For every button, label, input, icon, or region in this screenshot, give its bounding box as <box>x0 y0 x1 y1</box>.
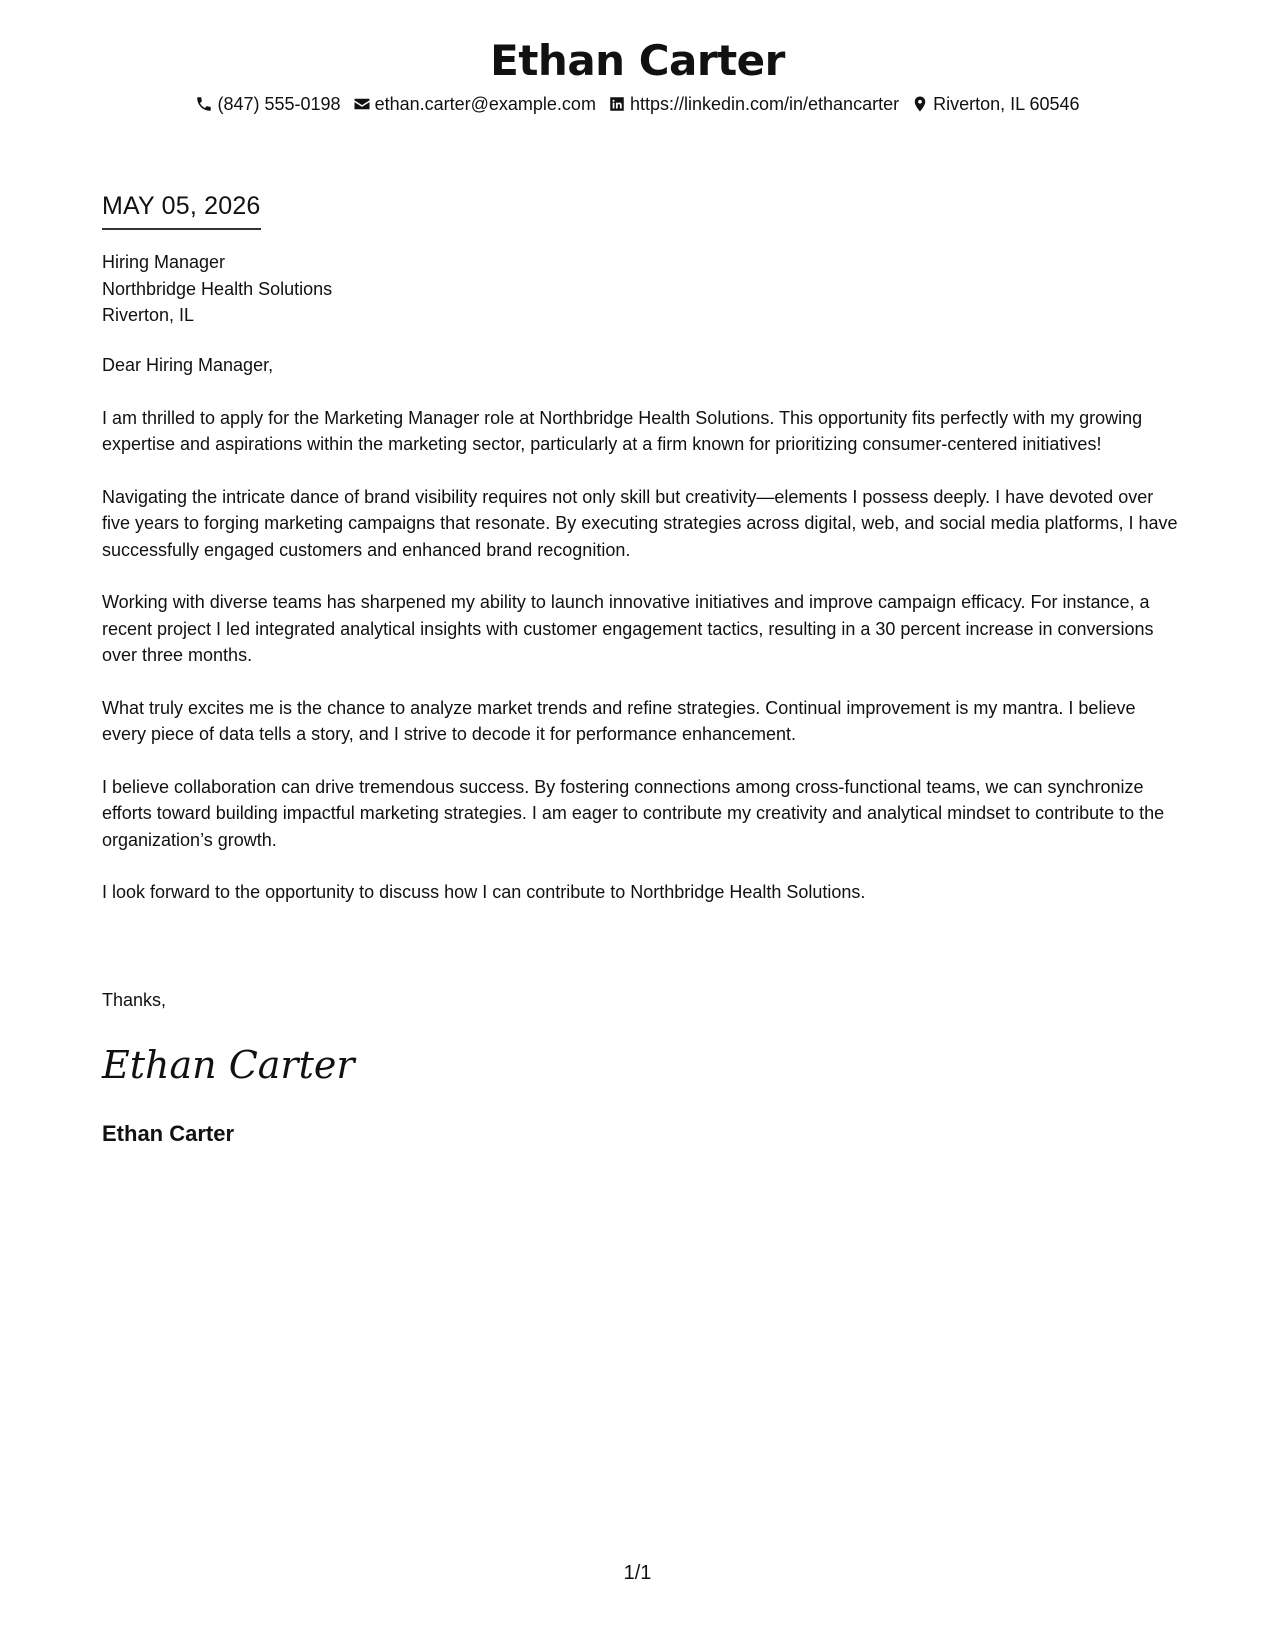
email-text[interactable]: ethan.carter@example.com <box>374 94 596 114</box>
phone-text: (847) 555-0198 <box>217 94 341 114</box>
salutation: Dear Hiring Manager, <box>102 355 274 375</box>
signature-text: Ethan Carter <box>102 1043 355 1087</box>
phone-icon <box>195 95 213 113</box>
body-paragraph: What truly excites me is the chance to analyze market trends and refine strategies. Continual improvement is my mantra. I believe every piece of data tells a story, and I strive to decode it for performance enhancement. <box>102 697 1136 744</box>
recipient-title: Hiring Manager <box>102 252 226 272</box>
location-text: Riverton, IL 60546 <box>933 94 1080 114</box>
closing: Thanks, <box>102 990 167 1010</box>
map-pin-icon <box>911 95 929 113</box>
body-paragraph: I am thrilled to apply for the Marketing Manager role at Northbridge Health Solutions. This opportunity fits perfectly with my growing expertise and aspirations within the marketing sector, particularly at a firm known for prioritizing consumer-centered initiatives! <box>102 407 1143 454</box>
linkedin-icon <box>608 95 626 113</box>
body-paragraph: I look forward to the opportunity to discuss how I can contribute to Northbridge Health Solutions. <box>102 882 866 902</box>
contact-linkedin[interactable] <box>608 92 899 116</box>
recipient-company: Northbridge Health Solutions <box>102 278 333 299</box>
body-paragraph: Navigating the intricate dance of brand visibility requires not only skill but creativity—elements I possess deeply. I have devoted over five years to forging marketing campaigns that resonate. By executing strategies across digital, web, and social media platforms, I have successfully engaged customers and enhanced brand recognition. <box>102 486 1178 560</box>
letter-body <box>102 352 1182 932</box>
body-paragraph: I believe collaboration can drive tremendous success. By fostering connections among cross-functional teams, we can synchronize efforts toward building impactful marketing strategies. I am eager to contribute my creativity and analytical mindset to contribute to the organization’s growth. <box>102 776 1165 850</box>
contact-email[interactable] <box>353 92 596 116</box>
contact-phone <box>195 92 340 116</box>
body-paragraph: Working with diverse teams has sharpened my ability to launch innovative initiatives and improve campaign efficacy. For instance, a recent project I led integrated analytical insights with customer engagement tactics, resulting in a 30 percent increase in conversions over three months. <box>102 592 1154 665</box>
envelope-icon <box>353 95 371 113</box>
contact-info-row <box>0 92 1275 116</box>
signer-name: Ethan Carter <box>102 1121 235 1146</box>
recipient-block <box>102 249 332 329</box>
handwritten-signature <box>100 1038 355 1094</box>
recipient-location: Riverton, IL <box>102 305 195 325</box>
applicant-name: Ethan Carter <box>490 36 785 85</box>
contact-location <box>911 92 1079 116</box>
linkedin-text[interactable]: https://linkedin.com/in/ethancarter <box>629 94 900 114</box>
page-number: 1/1 <box>623 1562 652 1584</box>
letter-date: MAY 05, 2026 <box>102 190 261 230</box>
